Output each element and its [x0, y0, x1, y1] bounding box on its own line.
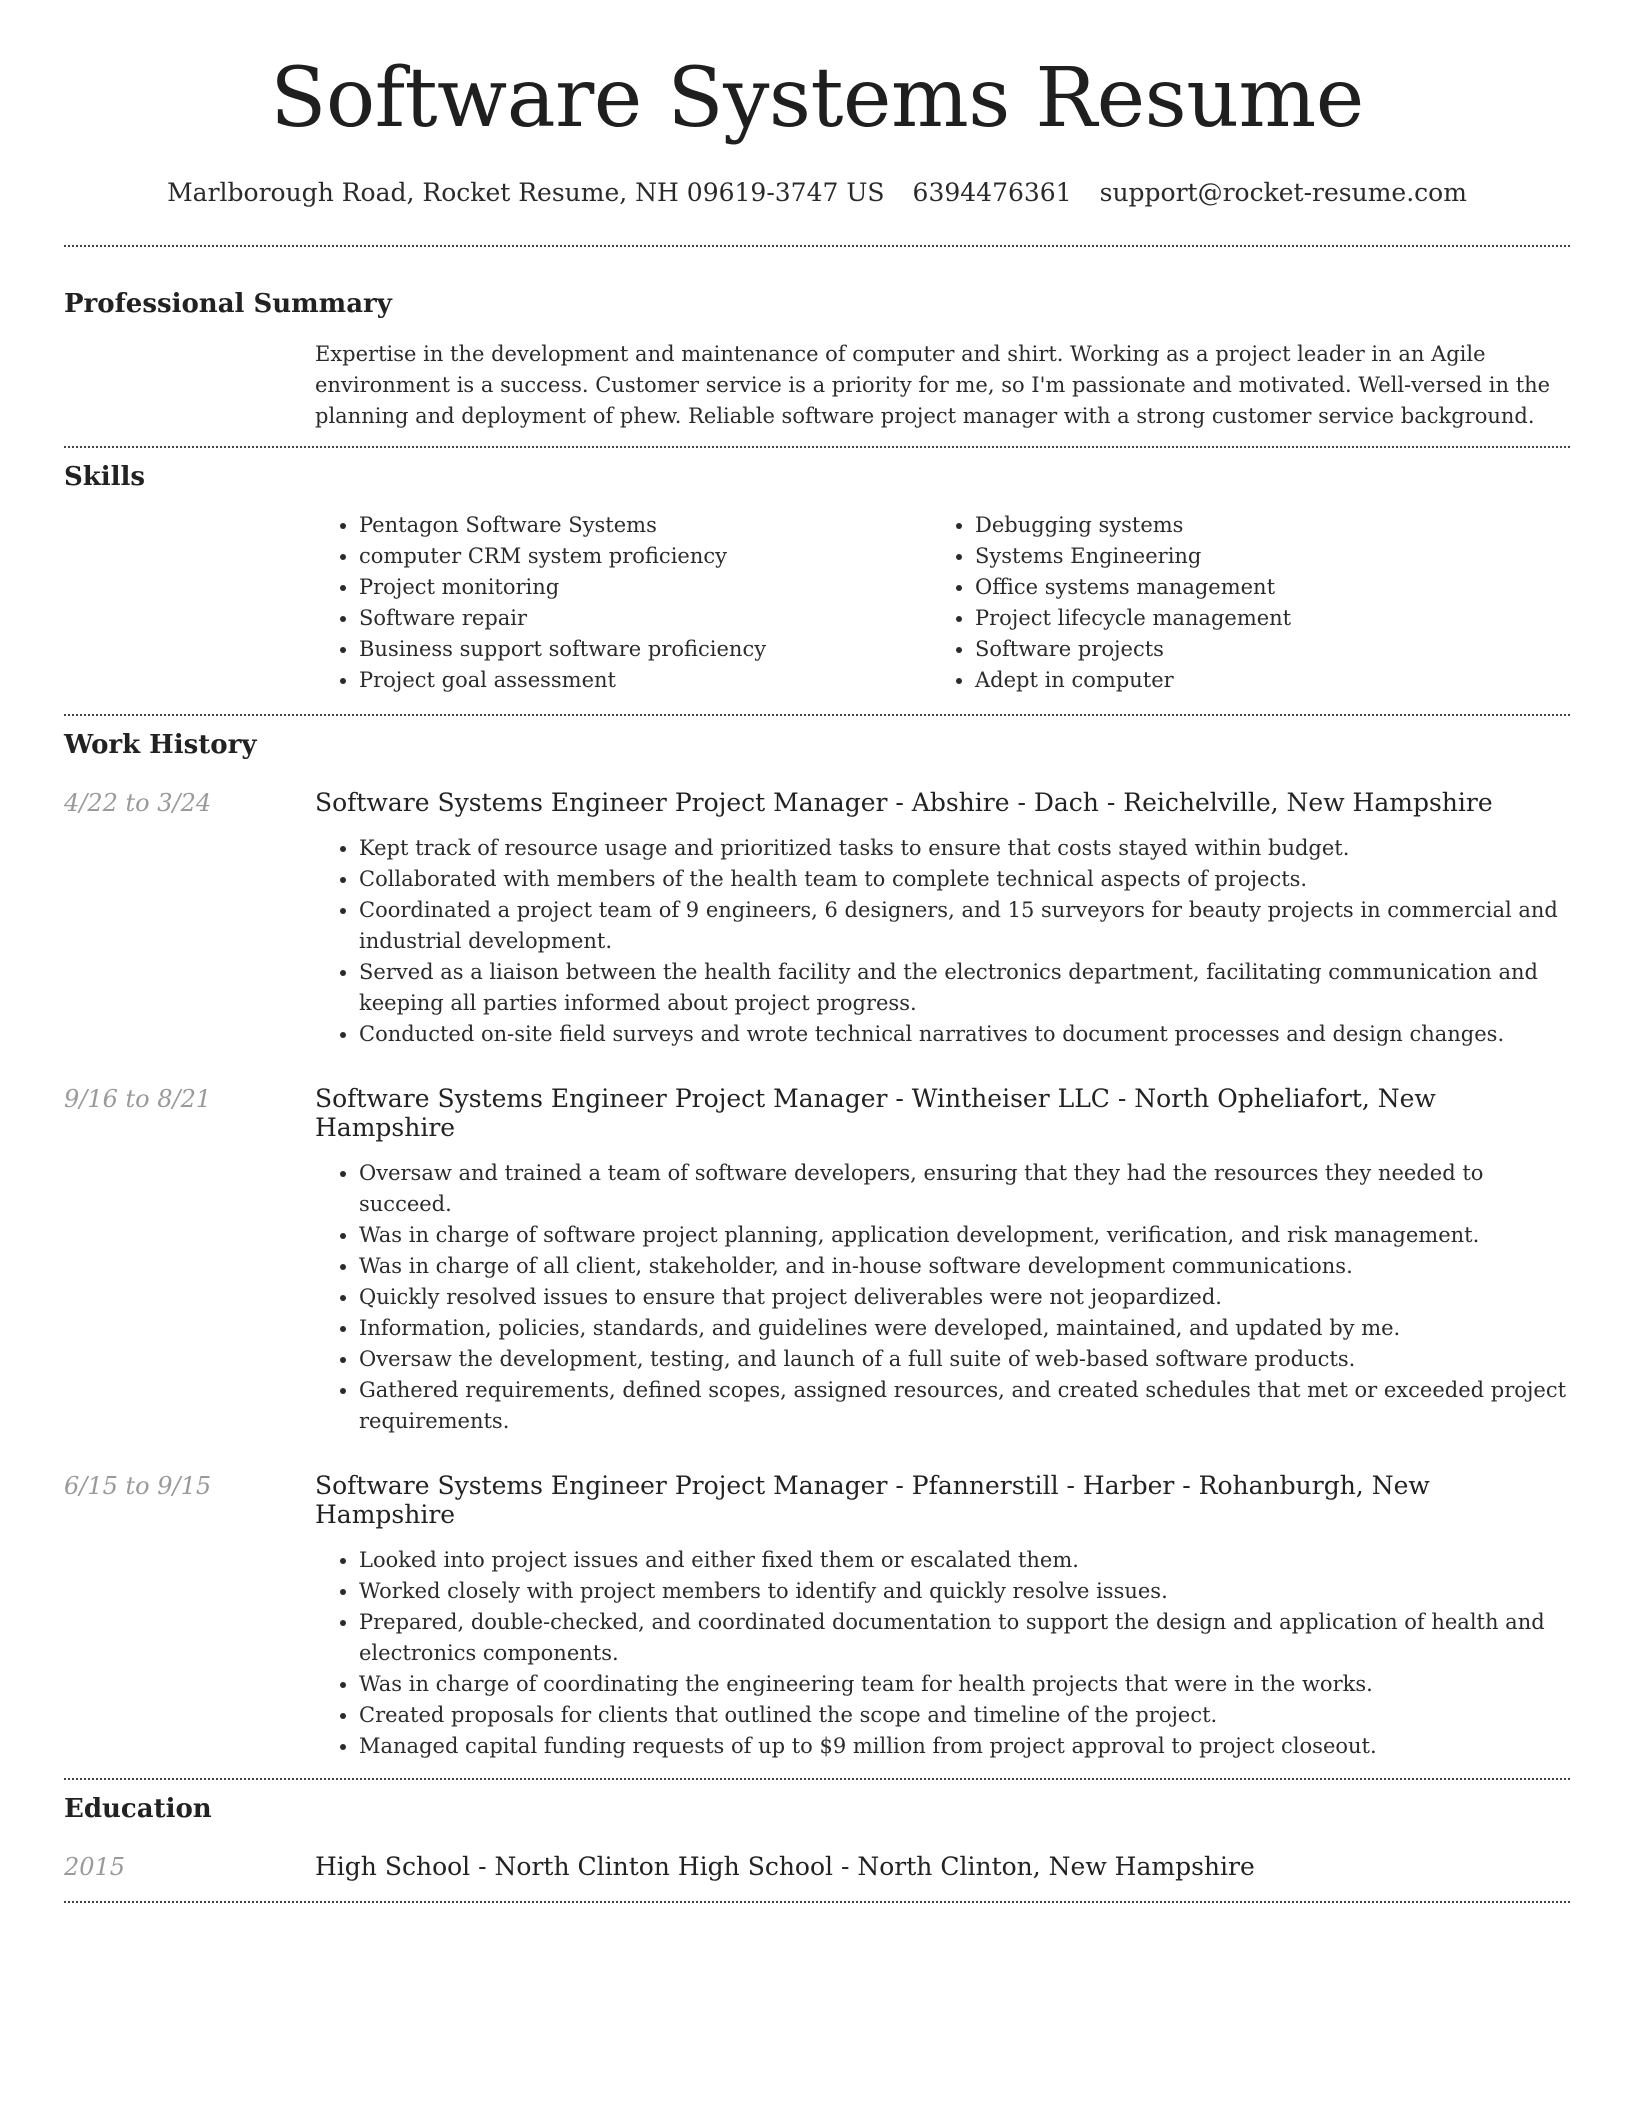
- skills-heading: Skills: [64, 462, 146, 492]
- job-bullet: • Was in charge of coordinating the engineering team for health projects that were in the works.: [359, 1669, 1570, 1700]
- job-entry: [64, 1471, 1570, 1762]
- resume-title: Software Systems Resume: [270, 51, 1364, 146]
- skill-item: • Project lifecycle management: [975, 603, 1547, 634]
- job-dates: 6/15 to 9/15: [64, 1472, 212, 1500]
- job-entry: [64, 788, 1570, 1050]
- skill-item: • Project goal assessment: [359, 665, 931, 696]
- job-dates: 9/16 to 8/21: [64, 1085, 212, 1113]
- skill-item: • Debugging systems: [975, 510, 1547, 541]
- contact-address: Marlborough Road, Rocket Resume, NH 09619-3747 US: [167, 178, 885, 207]
- divider: [64, 714, 1570, 716]
- job-bullet: • Managed capital funding requests of up to $9 million from project approval to project closeout.: [359, 1731, 1570, 1762]
- resume-page: [64, 0, 1570, 1903]
- divider: [64, 245, 1570, 247]
- work-history-heading: Work History: [64, 730, 257, 760]
- job-bullet: • Information, policies, standards, and guidelines were developed, maintained, and updated by me.: [359, 1313, 1570, 1344]
- work-history-section: [64, 732, 1570, 1762]
- job-bullet: • Coordinated a project team of 9 engineers, 6 designers, and 15 surveyors for beauty projects in commercial and industrial development.: [359, 895, 1570, 957]
- job-bullet: • Served as a liaison between the health facility and the electronics department, facilitating communication and keeping all parties informed about project progress.: [359, 957, 1570, 1019]
- summary-heading: Professional Summary: [64, 289, 392, 319]
- skill-item: • Software projects: [975, 634, 1547, 665]
- job-bullet: • Oversaw and trained a team of software developers, ensuring that they had the resources they needed to succeed.: [359, 1158, 1570, 1220]
- contact-phone: 6394476361: [912, 178, 1072, 207]
- education-heading: Education: [64, 1794, 212, 1824]
- job-bullet: • Created proposals for clients that outlined the scope and timeline of the project.: [359, 1700, 1570, 1731]
- skill-item: • Pentagon Software Systems: [359, 510, 931, 541]
- contact-line: [64, 178, 1570, 207]
- contact-email: support@rocket-resume.com: [1099, 178, 1467, 207]
- skill-item: • Software repair: [359, 603, 931, 634]
- skill-item: • Business support software proficiency: [359, 634, 931, 665]
- education-section: [64, 1796, 1570, 1881]
- job-bullet: • Conducted on-site field surveys and wrote technical narratives to document processes and design changes.: [359, 1019, 1570, 1050]
- skill-item: • Office systems management: [975, 572, 1547, 603]
- skill-item: • Systems Engineering: [975, 541, 1547, 572]
- education-entry: [64, 1852, 1570, 1881]
- summary-section: [64, 291, 1570, 432]
- summary-text: Expertise in the development and maintenance of computer and shirt. Working as a project leader in an Agile environment is a success. Customer service is a priority for me, so I'm passionate and motivated. Well-versed in the planning and deployment of phew. Reliable software project manager with a strong customer service background.: [315, 342, 1551, 428]
- job-bullet: • Kept track of resource usage and prioritized tasks to ensure that costs stayed within budget.: [359, 833, 1570, 864]
- job-title: Software Systems Engineer Project Manager - Pfannerstill - Harber - Rohanburgh, New Hampshire: [315, 1471, 1430, 1529]
- skills-grid: [315, 510, 1570, 696]
- skill-item: • computer CRM system proficiency: [359, 541, 931, 572]
- divider: [64, 1778, 1570, 1780]
- divider: [64, 1901, 1570, 1903]
- skills-column-left: [315, 510, 931, 696]
- skill-item: • Project monitoring: [359, 572, 931, 603]
- job-bullet: • Collaborated with members of the health team to complete technical aspects of projects.: [359, 864, 1570, 895]
- education-title: High School - North Clinton High School - North Clinton, New Hampshire: [315, 1852, 1255, 1881]
- education-dates: 2015: [64, 1853, 126, 1881]
- job-title: Software Systems Engineer Project Manager - Wintheiser LLC - North Opheliafort, New Hampshire: [315, 1084, 1436, 1142]
- skills-section: [64, 464, 1570, 696]
- job-bullet: • Gathered requirements, defined scopes, assigned resources, and created schedules that met or exceeded project requirements.: [359, 1375, 1570, 1437]
- job-bullet: • Quickly resolved issues to ensure that project deliverables were not jeopardized.: [359, 1282, 1570, 1313]
- job-title: Software Systems Engineer Project Manager - Abshire - Dach - Reichelville, New Hampshire: [315, 788, 1493, 817]
- skills-column-right: [931, 510, 1547, 696]
- job-entry: [64, 1084, 1570, 1437]
- divider: [64, 446, 1570, 448]
- job-bullet: • Worked closely with project members to identify and quickly resolve issues.: [359, 1576, 1570, 1607]
- job-bullet: • Oversaw the development, testing, and launch of a full suite of web-based software products.: [359, 1344, 1570, 1375]
- job-bullet: • Looked into project issues and either fixed them or escalated them.: [359, 1545, 1570, 1576]
- skill-item: • Adept in computer: [975, 665, 1547, 696]
- job-bullet: • Prepared, double-checked, and coordinated documentation to support the design and application of health and electronics components.: [359, 1607, 1570, 1669]
- job-dates: 4/22 to 3/24: [64, 789, 212, 817]
- job-bullet: • Was in charge of all client, stakeholder, and in-house software development communications.: [359, 1251, 1570, 1282]
- job-bullet: • Was in charge of software project planning, application development, verification, and risk management.: [359, 1220, 1570, 1251]
